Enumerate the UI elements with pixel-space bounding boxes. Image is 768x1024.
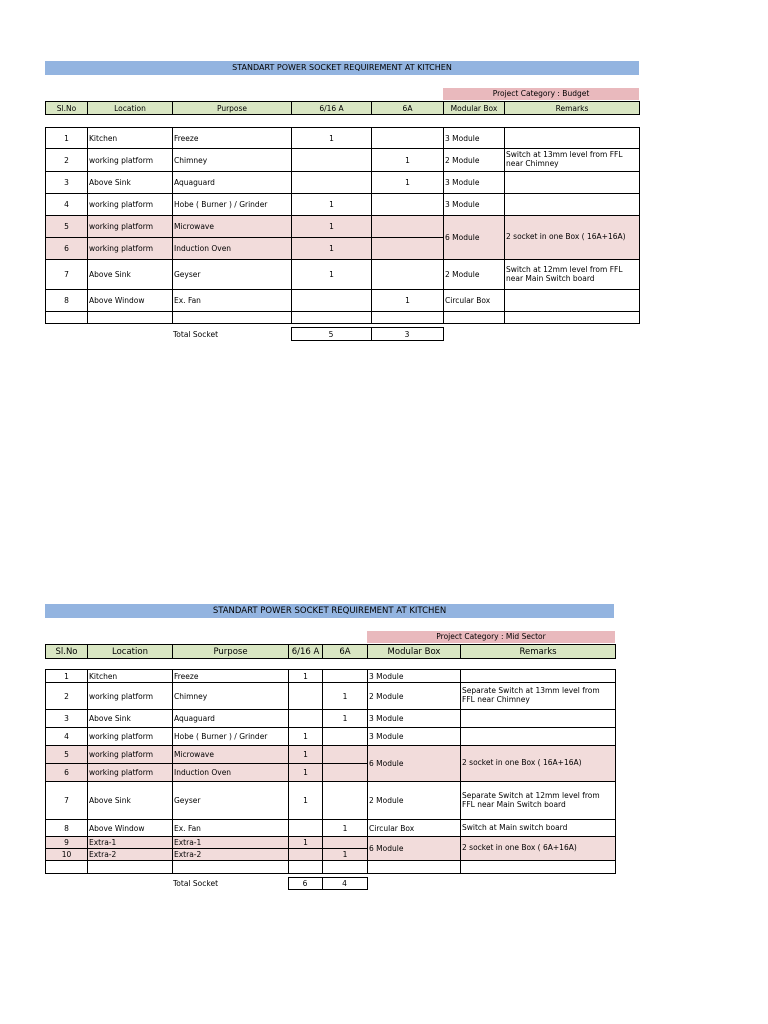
- table-row: [46, 683, 616, 710]
- row-remarks: Separate Switch at 13mm level from FFL near Chimney: [461, 683, 616, 710]
- row-6a: [323, 764, 368, 782]
- row-slno: 10: [46, 849, 88, 861]
- row-6-16a: 1: [289, 837, 323, 849]
- row-remarks: [505, 172, 640, 194]
- row-slno: 7: [46, 260, 88, 290]
- row-6a: [372, 260, 444, 290]
- sheet-title: STANDART POWER SOCKET REQUIREMENT AT KITCHEN: [45, 604, 614, 618]
- socket-table: [45, 669, 616, 874]
- row-6-16a: 1: [292, 216, 372, 238]
- row-6-16a: [289, 820, 323, 837]
- row-6a: 1: [323, 849, 368, 861]
- row-slno: 8: [46, 820, 88, 837]
- row-modular-box: 2 Module: [444, 149, 505, 172]
- row-remarks: Switch at Main switch board: [461, 820, 616, 837]
- row-location: working platform: [88, 238, 173, 260]
- table-row: [46, 670, 616, 683]
- totals-table: [45, 327, 444, 341]
- row-location: working platform: [88, 728, 173, 746]
- row-slno: 4: [46, 728, 88, 746]
- row-modular-box: 6 Module: [444, 216, 505, 260]
- row-location: Above Sink: [88, 710, 173, 728]
- totals-table: [45, 877, 368, 890]
- row-remarks: [461, 670, 616, 683]
- row-6a: 1: [323, 710, 368, 728]
- row-purpose: Aquaguard: [173, 710, 289, 728]
- total-socket-label: Total Socket: [173, 879, 219, 888]
- row-modular-box: 3 Module: [368, 728, 461, 746]
- row-location: Above Sink: [88, 172, 173, 194]
- row-modular-box: 2 Module: [368, 782, 461, 820]
- sheet-title: STANDART POWER SOCKET REQUIREMENT AT KITCHEN: [45, 61, 639, 75]
- col-header-modular-box: Modular Box: [444, 102, 505, 115]
- row-modular-box: 2 Module: [444, 260, 505, 290]
- col-header-6-16a: 6/16 A: [292, 102, 372, 115]
- row-6a: [323, 728, 368, 746]
- row-6-16a: 1: [289, 764, 323, 782]
- row-slno: 5: [46, 746, 88, 764]
- row-purpose: Microwave: [173, 746, 289, 764]
- row-6-16a: [292, 290, 372, 312]
- row-slno: 1: [46, 128, 88, 149]
- total-6a: 4: [322, 878, 367, 890]
- row-6a: [372, 194, 444, 216]
- col-header-slno: Sl.No: [46, 645, 88, 659]
- row-6-16a: [289, 683, 323, 710]
- row-6-16a: [289, 849, 323, 861]
- row-6-16a: 1: [289, 746, 323, 764]
- row-location: Above Sink: [88, 782, 173, 820]
- table-row: [46, 216, 640, 238]
- row-remarks: 2 socket in one Box ( 16A+16A): [505, 216, 640, 260]
- row-modular-box: Circular Box: [444, 290, 505, 312]
- row-modular-box: 3 Module: [444, 128, 505, 149]
- row-6a: [372, 238, 444, 260]
- row-remarks: [461, 710, 616, 728]
- row-purpose: Extra-1: [173, 837, 289, 849]
- col-header-slno: Sl.No: [46, 102, 88, 115]
- row-purpose: Freeze: [173, 128, 292, 149]
- row-remarks: 2 socket in one Box ( 16A+16A): [461, 746, 616, 782]
- row-6-16a: 1: [289, 670, 323, 683]
- col-header-remarks: Remarks: [461, 645, 616, 659]
- row-modular-box: Circular Box: [368, 820, 461, 837]
- row-slno: 3: [46, 710, 88, 728]
- total-6-16a: 6: [288, 878, 322, 890]
- row-modular-box: 3 Module: [368, 710, 461, 728]
- row-modular-box: 6 Module: [368, 837, 461, 861]
- row-6-16a: [292, 149, 372, 172]
- table-row: [46, 782, 616, 820]
- row-slno: 6: [46, 238, 88, 260]
- col-header-location: Location: [88, 645, 173, 659]
- row-slno: 2: [46, 149, 88, 172]
- row-slno: 1: [46, 670, 88, 683]
- table-row: [46, 710, 616, 728]
- row-6a: [372, 128, 444, 149]
- row-modular-box: 3 Module: [368, 670, 461, 683]
- row-location: working platform: [88, 683, 173, 710]
- row-purpose: Aquaguard: [173, 172, 292, 194]
- row-6a: [323, 746, 368, 764]
- row-remarks: Switch at 13mm level from FFL near Chimney: [505, 149, 640, 172]
- row-purpose: Geyser: [173, 782, 289, 820]
- row-6-16a: 1: [289, 728, 323, 746]
- table-row: [46, 290, 640, 312]
- row-6a: 1: [372, 149, 444, 172]
- row-slno: 7: [46, 782, 88, 820]
- row-purpose: Ex. Fan: [173, 290, 292, 312]
- row-location: Above Window: [88, 290, 173, 312]
- row-slno: 4: [46, 194, 88, 216]
- col-header-6-16a: 6/16 A: [289, 645, 323, 659]
- row-6a: 1: [372, 290, 444, 312]
- row-6a: [372, 216, 444, 238]
- row-remarks: Separate Switch at 12mm level from FFL near Main Switch board: [461, 782, 616, 820]
- row-purpose: Induction Oven: [173, 238, 292, 260]
- row-6-16a: 1: [292, 238, 372, 260]
- col-header-purpose: Purpose: [173, 645, 289, 659]
- row-slno: 9: [46, 837, 88, 849]
- row-location: Kitchen: [88, 128, 173, 149]
- row-remarks: [505, 128, 640, 149]
- row-location: Extra-2: [88, 849, 173, 861]
- row-location: working platform: [88, 216, 173, 238]
- table-row: [46, 149, 640, 172]
- row-location: Extra-1: [88, 837, 173, 849]
- total-6-16a: 5: [291, 328, 371, 341]
- row-purpose: Chimney: [173, 683, 289, 710]
- table-row: [46, 128, 640, 149]
- table-row: [46, 172, 640, 194]
- row-location: Kitchen: [88, 670, 173, 683]
- row-6-16a: 1: [289, 782, 323, 820]
- row-remarks: 2 socket in one Box ( 6A+16A): [461, 837, 616, 861]
- row-slno: 6: [46, 764, 88, 782]
- row-location: working platform: [88, 764, 173, 782]
- table-row: [46, 260, 640, 290]
- row-6-16a: [289, 710, 323, 728]
- row-slno: 8: [46, 290, 88, 312]
- row-6-16a: 1: [292, 128, 372, 149]
- header-row-table: [45, 101, 640, 115]
- row-remarks: [505, 290, 640, 312]
- row-6-16a: 1: [292, 260, 372, 290]
- row-remarks: Switch at 12mm level from FFL near Main Switch board: [505, 260, 640, 290]
- row-modular-box: 6 Module: [368, 746, 461, 782]
- table-row: [46, 746, 616, 764]
- project-category: Project Category : Budget: [443, 88, 639, 100]
- row-6a: [323, 782, 368, 820]
- row-purpose: Induction Oven: [173, 764, 289, 782]
- socket-table: [45, 127, 640, 324]
- col-header-location: Location: [88, 102, 173, 115]
- row-slno: 2: [46, 683, 88, 710]
- row-remarks: [505, 194, 640, 216]
- row-location: Above Window: [88, 820, 173, 837]
- col-header-6a: 6A: [372, 102, 444, 115]
- table-row: [46, 837, 616, 849]
- row-6a: 1: [372, 172, 444, 194]
- col-header-remarks: Remarks: [505, 102, 640, 115]
- col-header-modular-box: Modular Box: [368, 645, 461, 659]
- row-slno: 5: [46, 216, 88, 238]
- table-row: [46, 820, 616, 837]
- row-purpose: Extra-2: [173, 849, 289, 861]
- blank-row: [46, 312, 640, 324]
- row-purpose: Ex. Fan: [173, 820, 289, 837]
- row-purpose: Geyser: [173, 260, 292, 290]
- total-6a: 3: [371, 328, 443, 341]
- table-row: [46, 728, 616, 746]
- row-slno: 3: [46, 172, 88, 194]
- row-location: working platform: [88, 149, 173, 172]
- table-row: [46, 194, 640, 216]
- row-modular-box: 3 Module: [444, 194, 505, 216]
- total-socket-label: Total Socket: [173, 329, 219, 339]
- row-purpose: Microwave: [173, 216, 292, 238]
- row-6a: 1: [323, 683, 368, 710]
- col-header-6a: 6A: [323, 645, 368, 659]
- row-6a: 1: [323, 820, 368, 837]
- row-purpose: Chimney: [173, 149, 292, 172]
- row-modular-box: 2 Module: [368, 683, 461, 710]
- row-location: Above Sink: [88, 260, 173, 290]
- row-6a: [323, 837, 368, 849]
- row-purpose: Hobe ( Burner ) / Grinder: [173, 194, 292, 216]
- row-location: working platform: [88, 194, 173, 216]
- row-purpose: Freeze: [173, 670, 289, 683]
- project-category: Project Category : Mid Sector: [367, 631, 615, 643]
- row-6-16a: 1: [292, 194, 372, 216]
- row-6-16a: [292, 172, 372, 194]
- row-purpose: Hobe ( Burner ) / Grinder: [173, 728, 289, 746]
- blank-row: [46, 861, 616, 874]
- header-row-table: [45, 644, 616, 659]
- col-header-purpose: Purpose: [173, 102, 292, 115]
- row-location: working platform: [88, 746, 173, 764]
- row-modular-box: 3 Module: [444, 172, 505, 194]
- row-remarks: [461, 728, 616, 746]
- row-6a: [323, 670, 368, 683]
